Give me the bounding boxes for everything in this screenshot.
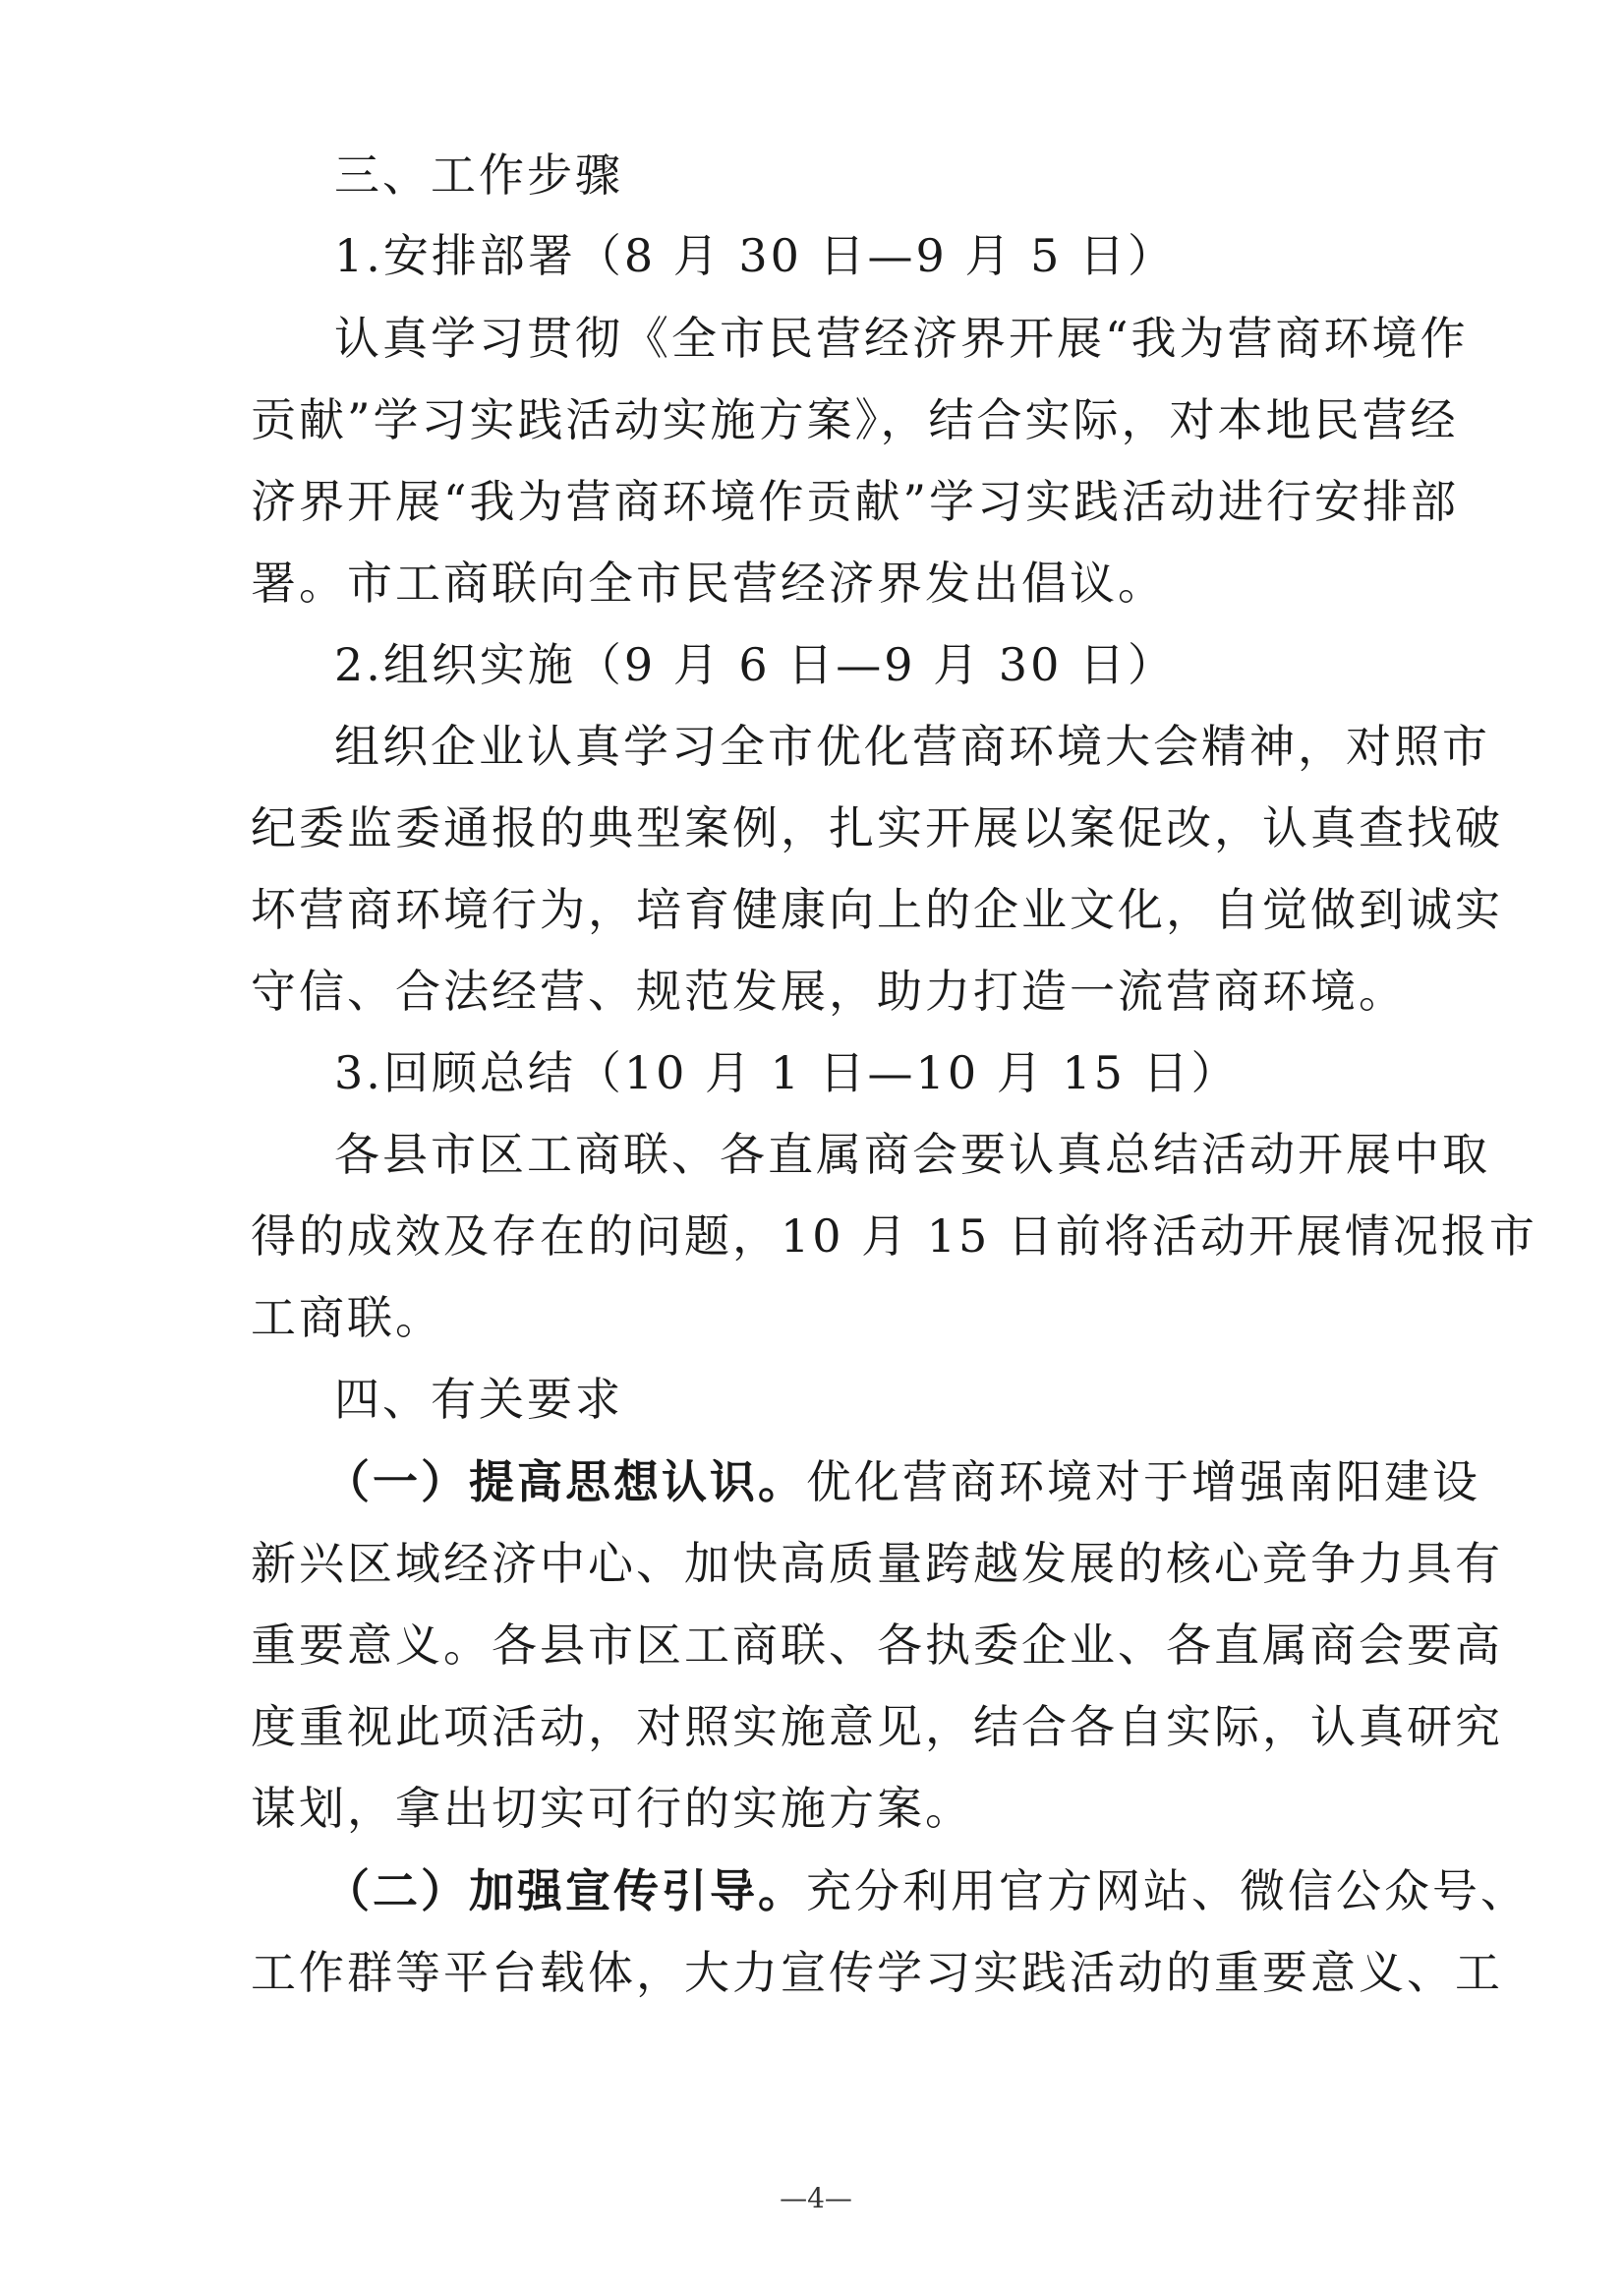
step-3-line-2: 得的成效及存在的问题，10 月 15 日前将活动开展情况报市: [251, 1209, 1537, 1263]
section-3-heading: 三、工作步骤: [334, 148, 623, 202]
requirement-2-line-1: [324, 1861, 1529, 1920]
section-4-heading: 四、有关要求: [334, 1373, 623, 1426]
step-2-line-1: 组织企业认真学习全市优化营商环境大会精神，对照市: [334, 720, 1490, 773]
step-1-line-1: 认真学习贯彻《全市民营经济界开展“我为营商环境作: [334, 312, 1469, 365]
step-1-line-2: 贡献”学习实践活动实施方案》，结合实际，对本地民营经: [251, 393, 1459, 446]
step-2-line-3: 坏营商环境行为，培育健康向上的企业文化，自觉做到诚实: [251, 883, 1503, 936]
requirement-2-title: （二）加强宣传引导。: [324, 1864, 806, 1917]
requirement-1-line-5: 谋划，拿出切实可行的实施方案。: [251, 1782, 973, 1835]
requirement-1-text: 优化营商环境对于增强南阳建设: [806, 1455, 1480, 1508]
step-2-line-4: 守信、合法经营、规范发展，助力打造一流营商环境。: [251, 965, 1407, 1018]
step-1-title: 1.安排部署（8 月 30 日—9 月 5 日）: [334, 229, 1176, 282]
step-3-title: 3.回顾总结（10 月 1 日—10 月 15 日）: [334, 1046, 1240, 1099]
step-2-title: 2.组织实施（9 月 6 日—9 月 30 日）: [334, 638, 1176, 691]
step-1-line-3: 济界开展“我为营商环境作贡献”学习实践活动进行安排部: [251, 475, 1460, 528]
step-1-line-4: 署。市工商联向全市民营经济界发出倡议。: [251, 557, 1166, 610]
page-number: —4—: [780, 2182, 852, 2214]
requirement-1-line-3: 重要意义。各县市区工商联、各执委企业、各直属商会要高: [251, 1619, 1503, 1672]
requirement-1-title: （一）提高思想认识。: [324, 1455, 806, 1508]
requirement-1-line-2: 新兴区域经济中心、加快高质量跨越发展的核心竞争力具有: [251, 1537, 1503, 1590]
requirement-2-text: 充分利用官方网站、微信公众号、: [806, 1864, 1529, 1917]
step-3-line-1: 各县市区工商联、各直属商会要认真总结活动开展中取: [334, 1128, 1490, 1181]
step-2-line-2: 纪委监委通报的典型案例，扎实开展以案促改，认真查找破: [251, 801, 1503, 854]
requirement-1-line-1: [324, 1452, 1480, 1511]
step-3-line-3: 工商联。: [251, 1291, 443, 1344]
requirement-2-line-2: 工作群等平台载体，大力宣传学习实践活动的重要意义、工: [251, 1946, 1503, 1999]
requirement-1-line-4: 度重视此项活动，对照实施意见，结合各自实际，认真研究: [251, 1700, 1503, 1753]
